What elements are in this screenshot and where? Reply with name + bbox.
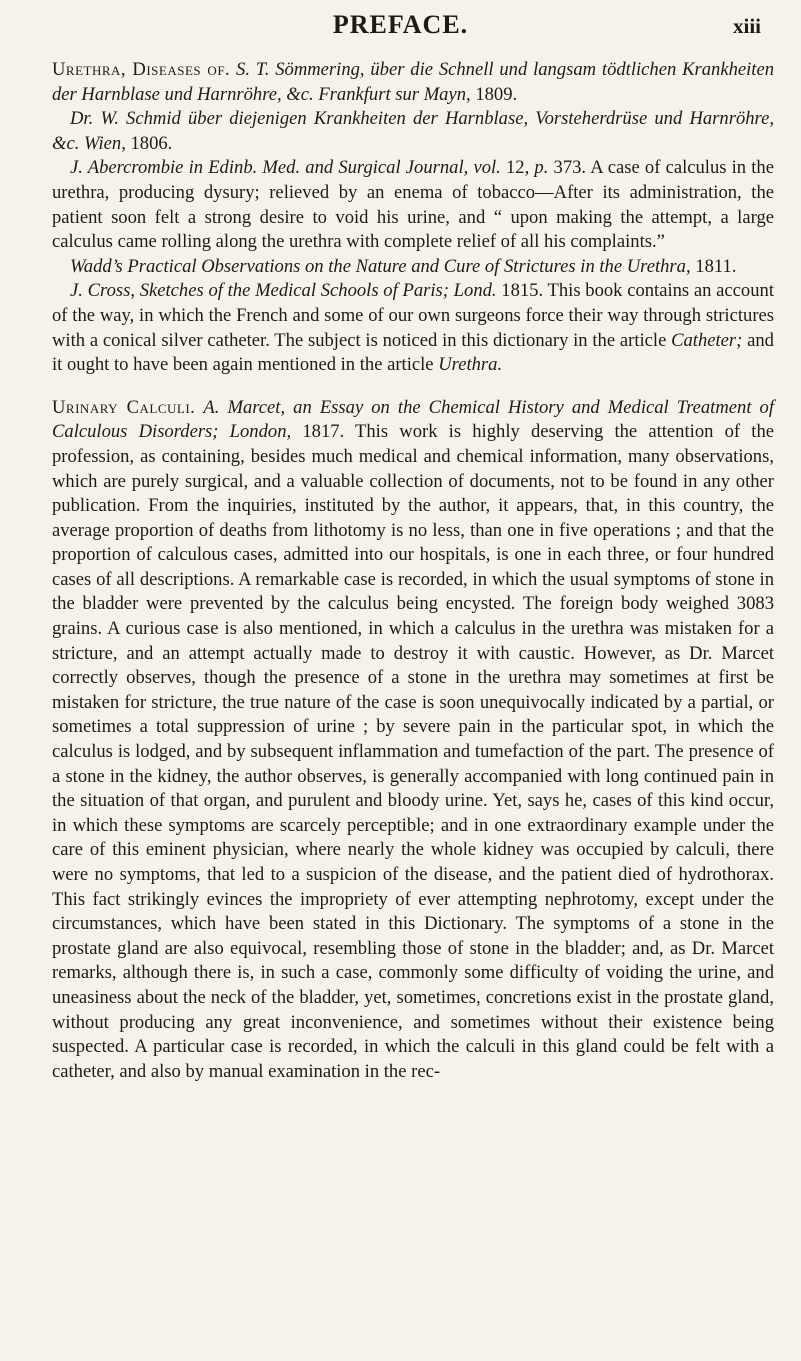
text-run: 1809.	[470, 83, 518, 105]
page-header	[40, 6, 761, 46]
text-run: Wadd’s Practical Observations on the Nature and Cure of Strictures in the Urethra,	[70, 255, 691, 277]
paragraph	[52, 107, 774, 156]
text-run: Catheter;	[671, 329, 743, 351]
page-title: PREFACE.	[332, 10, 469, 39]
text-run: 12,	[500, 157, 535, 179]
paragraph	[52, 58, 774, 107]
text-run: J. Abercrombie in Edinb. Med. and Surgical Journal, vol.	[70, 157, 501, 179]
text-run: 1811.	[690, 255, 737, 277]
body-text	[52, 58, 774, 1084]
text-run: 373. A case of calculus in the urethra, producing dysury; relieved by an enema of tobacco—After its administration, the patient soon felt a strong desire to void his urine, and “ upon making the attempt, a large calculus came rolling along the urethra with complete relief of all his complaints.”	[52, 157, 774, 253]
text-run: Dr. W. Schmid über diejenigen Krankheiten der Harnblase, Vorsteherdrüse und Harnröhre, &c. Wien,	[52, 108, 774, 154]
text-run: A. Marcet, an Essay on the Chemical History and Medical Treatment of Calculous Disorders; London,	[52, 396, 775, 443]
text-run: 1815. This book contains an account of the way, in which the French and some of our own surgeons force their way through strictures with a conical silver catheter. The subject is noticed in this dictionary in the article	[52, 280, 774, 351]
text-run: 1817. This work is highly deserving the attention of the profession, as containing, besides much medical and chemical information, many observations, which are purely surgical, and a valuable collection of documents, not to be found in any other publication. From the inquiries, instituted by the author, it appears, that, in this country, the average proportion of deaths from lithotomy is no less, than one in five operations ; and that the proportion of calculous cases, admitted into our hospitals, is one in each three, or four hundred cases of all descriptions. A remarkable case is recorded, in which the usual symptoms of stone in the bladder were prevented by the calculus being encysted. The foreign body weighed 3083 grains. A curious case is also mentioned, in which a calculus in the urethra was mistaken for a stricture, and an attempt actually made to destroy it with caustic. However, as Dr. Marcet correctly observes, though the presence of a stone in the urethra may sometimes at first be mistaken for stricture, the true nature of the case is soon unequivocally indicated by a partial, or sometimes a total suppression of urine ; by severe pain in the particular spot, in which the calculus is lodged, and by subsequent inflammation and tumefaction of the part. The presence of a stone in the kidney, the author observes, is generally accompanied with long continued pain in the situation of that organ, and purulent and bloody urine. Yet, says he, cases of this kind occur, in which these symptoms are scarcely perceptible; and in one extraordinary example under the care of this eminent physician, where nearly the whole kidney was occupied by calculi, there were no symptoms, that led to a suspicion of the disease, and the patient died of hydrothorax. This fact strikingly evinces the impropriety of ever attempting nephrotomy, except under the circumstances, which have been stated in this Dictionary. The symptoms of a stone in the prostate gland are also equivocal, resembling those of stone in the bladder; and, as Dr. Marcet remarks, although there is, in such a case, commonly some difficulty of voiding the urine, and uneasiness about the neck of the bladder, yet, sometimes, concretions exist in the prostate gland, without producing any great inconvenience, and sometimes without their existence being suspected. A particular case is recorded, in which the calculi in this gland could be felt with a catheter, and also by manual examination in the rec-	[52, 421, 774, 1082]
section-heading: Urinary Calculi.	[52, 396, 196, 418]
text-run: J. Cross, Sketches of the Medical Schools of Paris; Lond.	[70, 280, 497, 302]
text-run: and it ought to have been again mentioned in the article	[52, 329, 774, 376]
paragraph	[52, 156, 774, 254]
paragraph	[52, 255, 774, 280]
text-run: 1806.	[125, 132, 173, 154]
section-heading: Urethra, Diseases of.	[52, 59, 231, 80]
text-run: Urethra.	[438, 354, 503, 376]
paragraph	[52, 396, 774, 1085]
paragraph	[52, 279, 774, 377]
text-run: S. T. Sömmering, über die Schnell und langsam tödtlichen Krankheiten der Harnblase und Harnröhre, &c. Frankfurt sur Mayn,	[52, 59, 774, 105]
text-run: p.	[534, 157, 549, 179]
page-number: xiii	[732, 14, 761, 38]
